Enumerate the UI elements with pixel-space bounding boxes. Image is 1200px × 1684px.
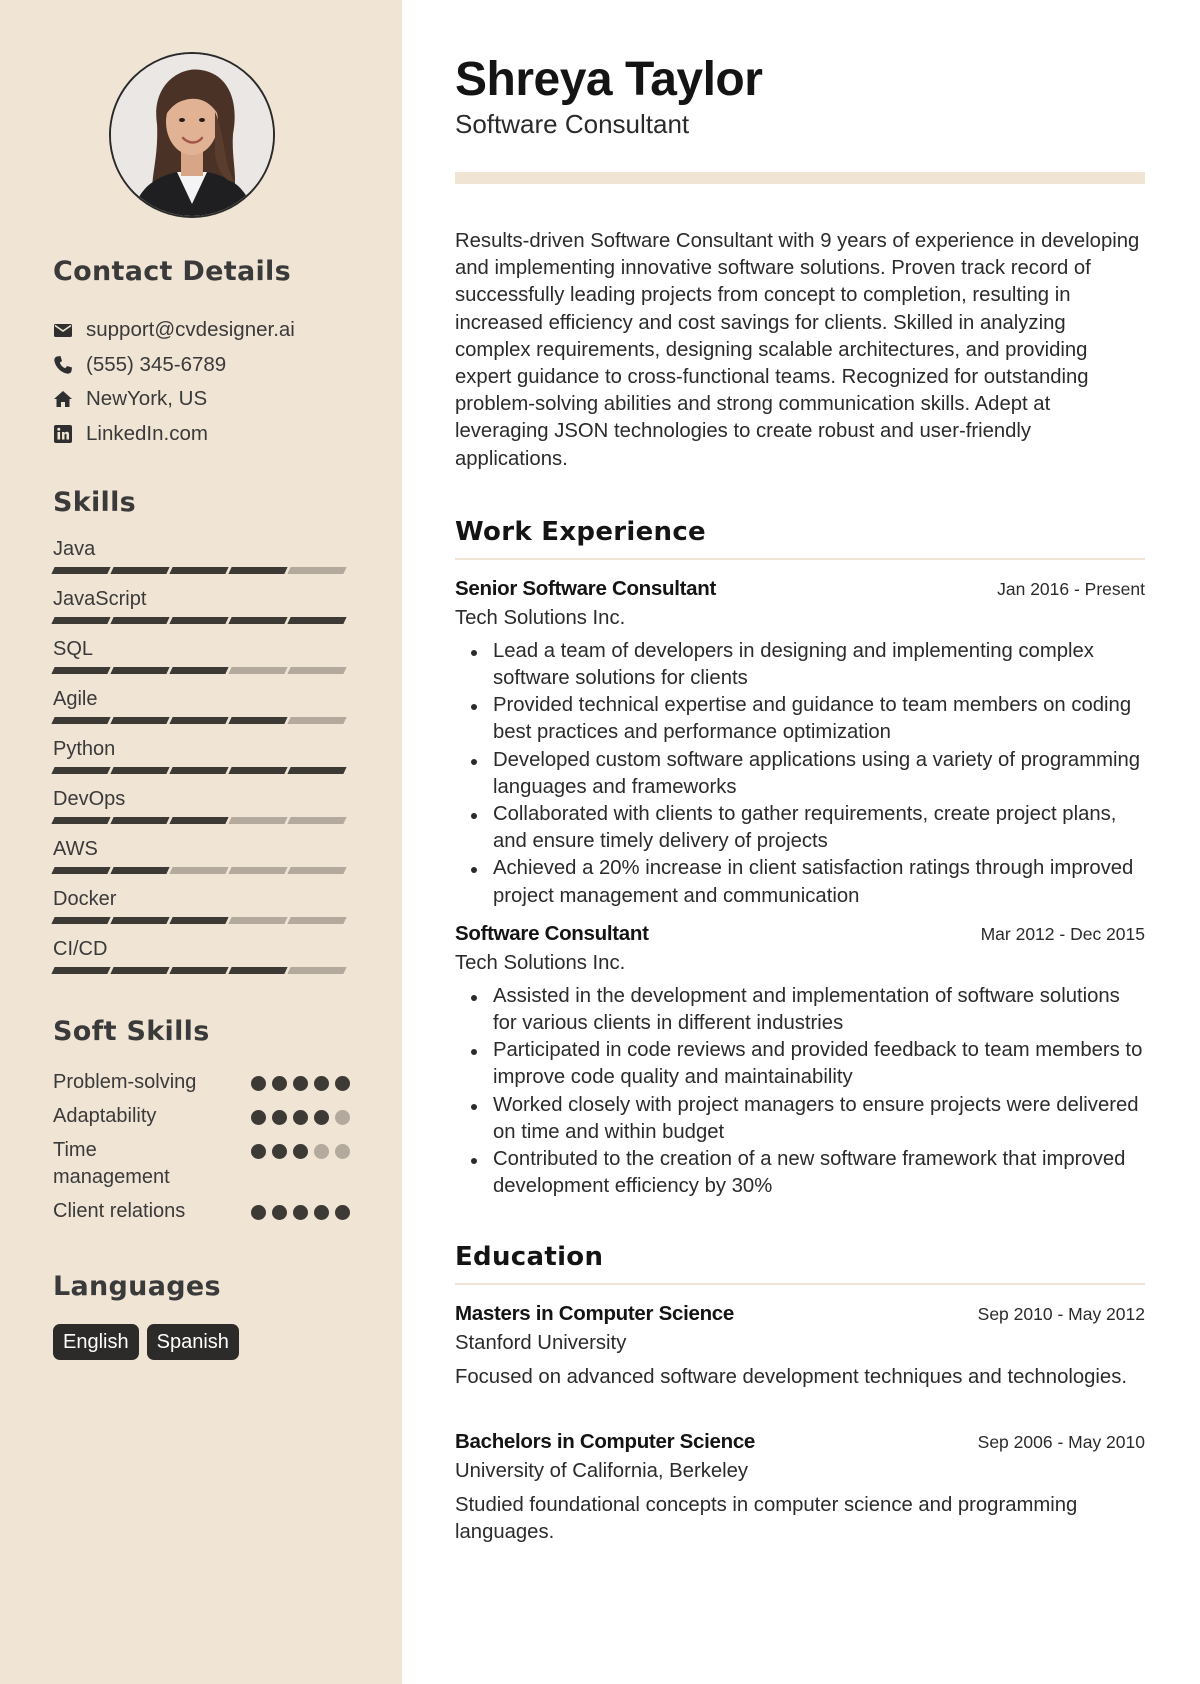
skill-item bbox=[53, 836, 350, 886]
rating-dot-filled bbox=[272, 1076, 287, 1091]
contact-email[interactable] bbox=[53, 313, 350, 348]
phone-icon bbox=[53, 355, 73, 375]
job-bullet: Achieved a 20% increase in client satisfaction ratings through improved project management and communication bbox=[493, 855, 1145, 909]
education-description: Focused on advanced software development techniques and technologies. bbox=[455, 1366, 1127, 1389]
language-badge: English bbox=[53, 1324, 139, 1360]
job-bullets bbox=[455, 983, 1145, 1201]
languages-heading: Languages bbox=[53, 1271, 221, 1302]
soft-skill-rating bbox=[245, 1069, 350, 1091]
soft-skill-rating bbox=[245, 1198, 350, 1220]
contact-linkedin-text: LinkedIn.com bbox=[86, 421, 208, 445]
skills-heading: Skills bbox=[53, 487, 137, 518]
skill-segment-filled bbox=[287, 617, 346, 624]
skill-segment-filled bbox=[287, 767, 346, 774]
contact-location bbox=[53, 382, 350, 417]
skill-segment-filled bbox=[51, 867, 110, 874]
soft-skill-rating bbox=[245, 1137, 350, 1159]
skill-segment-filled bbox=[51, 817, 110, 824]
skill-segment-filled bbox=[51, 967, 110, 974]
skill-segment-filled bbox=[169, 767, 228, 774]
soft-skill-rating bbox=[245, 1103, 350, 1125]
job-bullet: Contributed to the creation of a new software framework that improved development efficiency by 30% bbox=[493, 1146, 1145, 1200]
skill-segment-empty bbox=[228, 867, 287, 874]
soft-skill-name: Time management bbox=[53, 1139, 170, 1188]
skill-segment-empty bbox=[228, 667, 287, 674]
contact-heading: Contact Details bbox=[53, 256, 291, 287]
soft-skill-name: Adaptability bbox=[53, 1105, 157, 1127]
rating-dot-filled bbox=[251, 1076, 266, 1091]
skill-segment-filled bbox=[169, 817, 228, 824]
education-heading: Education bbox=[455, 1242, 604, 1273]
skill-item bbox=[53, 536, 350, 586]
section-divider bbox=[455, 1283, 1145, 1285]
skill-segment-filled bbox=[228, 717, 287, 724]
soft-skill-item bbox=[53, 1069, 350, 1096]
skill-level-bar bbox=[53, 767, 350, 774]
skill-segment-filled bbox=[169, 567, 228, 574]
section-divider bbox=[455, 558, 1145, 560]
skill-segment-empty bbox=[228, 817, 287, 824]
skill-segment-filled bbox=[51, 617, 110, 624]
education-entry bbox=[455, 1430, 1145, 1546]
skill-name: Docker bbox=[53, 888, 117, 910]
skill-segment-empty bbox=[287, 567, 346, 574]
skill-item bbox=[53, 586, 350, 636]
sidebar bbox=[0, 0, 402, 1684]
skill-segment-filled bbox=[110, 717, 169, 724]
soft-skill-name: Client relations bbox=[53, 1200, 186, 1222]
skill-name: JavaScript bbox=[53, 588, 147, 610]
main-content bbox=[455, 0, 1145, 1546]
skill-segment-filled bbox=[51, 717, 110, 724]
skill-name: CI/CD bbox=[53, 938, 108, 960]
skill-item bbox=[53, 736, 350, 786]
contact-phone-text: (555) 345-6789 bbox=[86, 352, 227, 376]
contact-linkedin[interactable] bbox=[53, 417, 350, 452]
rating-dot-filled bbox=[314, 1205, 329, 1220]
skill-level-bar bbox=[53, 567, 350, 574]
soft-skills-list bbox=[53, 1069, 350, 1225]
education-entry bbox=[455, 1302, 1145, 1391]
rating-dot-empty bbox=[314, 1144, 329, 1159]
skill-item bbox=[53, 786, 350, 836]
soft-skills-heading: Soft Skills bbox=[53, 1016, 210, 1047]
rating-dot-filled bbox=[293, 1205, 308, 1220]
skill-name: Java bbox=[53, 538, 96, 560]
skill-segment-filled bbox=[169, 617, 228, 624]
skill-segment-filled bbox=[110, 967, 169, 974]
rating-dot-filled bbox=[314, 1110, 329, 1125]
languages-list bbox=[53, 1324, 350, 1360]
skill-segment-filled bbox=[228, 967, 287, 974]
rating-dot-filled bbox=[272, 1205, 287, 1220]
skill-segment-filled bbox=[228, 617, 287, 624]
skill-name: Python bbox=[53, 738, 116, 760]
skill-segment-empty bbox=[287, 817, 346, 824]
skill-segment-filled bbox=[51, 917, 110, 924]
skill-level-bar bbox=[53, 817, 350, 824]
skill-segment-filled bbox=[110, 617, 169, 624]
work-experience-heading: Work Experience bbox=[455, 516, 706, 547]
skill-segment-filled bbox=[110, 817, 169, 824]
education-description: Studied foundational concepts in computer science and programming languages. bbox=[455, 1493, 1078, 1543]
rating-dot-filled bbox=[314, 1076, 329, 1091]
envelope-icon bbox=[53, 320, 73, 340]
job-title: Software Consultant bbox=[455, 921, 649, 945]
skill-level-bar bbox=[53, 667, 350, 674]
job-bullet: Worked closely with project managers to ensure projects were delivered on time and within budget bbox=[493, 1092, 1145, 1146]
job-company: Tech Solutions Inc. bbox=[455, 606, 626, 629]
skill-segment-filled bbox=[228, 767, 287, 774]
rating-dot-filled bbox=[272, 1144, 287, 1159]
job-title: Senior Software Consultant bbox=[455, 576, 717, 600]
rating-dot-filled bbox=[335, 1076, 350, 1091]
skill-segment-filled bbox=[169, 667, 228, 674]
skill-name: Agile bbox=[53, 688, 98, 710]
skill-name: AWS bbox=[53, 838, 98, 860]
school-name: Stanford University bbox=[455, 1332, 627, 1355]
skill-name: SQL bbox=[53, 638, 94, 660]
soft-skill-item bbox=[53, 1137, 350, 1191]
contact-email-text: support@cvdesigner.ai bbox=[86, 318, 295, 342]
skill-name: DevOps bbox=[53, 788, 126, 810]
skill-segment-filled bbox=[110, 867, 169, 874]
skill-level-bar bbox=[53, 967, 350, 974]
skill-segment-filled bbox=[169, 967, 228, 974]
skill-segment-filled bbox=[110, 567, 169, 574]
contact-list bbox=[53, 313, 350, 451]
job-bullet: Participated in code reviews and provided feedback to team members to improve code quality and maintainability bbox=[493, 1037, 1145, 1091]
degree-title: Masters in Computer Science bbox=[455, 1302, 734, 1326]
skill-level-bar bbox=[53, 617, 350, 624]
skill-segment-filled bbox=[169, 717, 228, 724]
education-dates: Sep 2010 - May 2012 bbox=[977, 1304, 1145, 1325]
skill-segment-empty bbox=[287, 967, 346, 974]
rating-dot-filled bbox=[251, 1205, 266, 1220]
home-icon bbox=[53, 389, 73, 409]
skill-item bbox=[53, 636, 350, 686]
rating-dot-empty bbox=[335, 1110, 350, 1125]
rating-dot-filled bbox=[335, 1205, 350, 1220]
skill-segment-empty bbox=[228, 917, 287, 924]
skill-level-bar bbox=[53, 717, 350, 724]
skill-item bbox=[53, 886, 350, 936]
skill-segment-empty bbox=[169, 867, 228, 874]
rating-dot-filled bbox=[272, 1110, 287, 1125]
job-bullet: Provided technical expertise and guidance to team members on coding best practices and performance optimization bbox=[493, 692, 1145, 746]
candidate-name: Shreya Taylor bbox=[455, 53, 763, 106]
skill-segment-filled bbox=[51, 667, 110, 674]
contact-phone[interactable] bbox=[53, 348, 350, 383]
rating-dot-filled bbox=[293, 1110, 308, 1125]
education-dates: Sep 2006 - May 2010 bbox=[977, 1431, 1145, 1452]
linkedin-icon bbox=[53, 424, 73, 444]
job-bullets bbox=[455, 638, 1145, 910]
candidate-role: Software Consultant bbox=[455, 109, 690, 139]
job-bullet: Assisted in the development and implementation of software solutions for various clients in different industries bbox=[493, 983, 1145, 1037]
skill-level-bar bbox=[53, 867, 350, 874]
skill-segment-empty bbox=[287, 917, 346, 924]
skill-item bbox=[53, 936, 350, 986]
contact-location-text: NewYork, US bbox=[86, 387, 208, 411]
rating-dot-filled bbox=[251, 1110, 266, 1125]
skill-segment-filled bbox=[228, 567, 287, 574]
skill-segment-filled bbox=[169, 917, 228, 924]
rating-dot-filled bbox=[293, 1076, 308, 1091]
degree-title: Bachelors in Computer Science bbox=[455, 1429, 756, 1453]
skill-segment-empty bbox=[287, 667, 346, 674]
skill-segment-filled bbox=[110, 767, 169, 774]
skill-segment-empty bbox=[287, 867, 346, 874]
rating-dot-empty bbox=[335, 1144, 350, 1159]
rating-dot-filled bbox=[251, 1144, 266, 1159]
skill-segment-filled bbox=[110, 917, 169, 924]
skill-level-bar bbox=[53, 917, 350, 924]
skill-segment-filled bbox=[51, 767, 110, 774]
job-dates: Jan 2016 - Present bbox=[997, 578, 1145, 599]
profile-photo bbox=[111, 54, 273, 216]
soft-skill-name: Problem-solving bbox=[53, 1071, 197, 1093]
skill-segment-filled bbox=[51, 567, 110, 574]
job-company: Tech Solutions Inc. bbox=[455, 951, 626, 974]
job-entry bbox=[455, 577, 1145, 910]
language-badge: Spanish bbox=[147, 1324, 239, 1360]
job-bullet: Lead a team of developers in designing and implementing complex software solutions for clients bbox=[493, 638, 1145, 692]
soft-skill-item bbox=[53, 1198, 350, 1225]
job-dates: Mar 2012 - Dec 2015 bbox=[980, 923, 1145, 944]
header-divider bbox=[455, 172, 1145, 184]
skill-segment-empty bbox=[287, 717, 346, 724]
skills-list bbox=[53, 536, 350, 986]
soft-skill-item bbox=[53, 1103, 350, 1130]
school-name: University of California, Berkeley bbox=[455, 1459, 749, 1482]
job-entry bbox=[455, 922, 1145, 1201]
job-bullet: Developed custom software applications using a variety of programming languages and frameworks bbox=[493, 747, 1145, 801]
profile-summary: Results-driven Software Consultant with 9 years of experience in developing and implementing innovative software solutions. Proven track record of successfully leading projects from concept to completion, resulting in increased efficiency and cost savings for clients. Skilled in analyzing complex requirements, designing scalable architectures, and providing expert guidance to cross-functional teams. Recognized for outstanding problem-solving abilities and strong communication skills. Adept at leveraging JSON technologies to create robust and user-friendly applications. bbox=[455, 230, 1140, 470]
rating-dot-filled bbox=[293, 1144, 308, 1159]
skill-segment-filled bbox=[110, 667, 169, 674]
avatar bbox=[109, 52, 275, 218]
job-bullet: Collaborated with clients to gather requirements, create project plans, and ensure timely delivery of projects bbox=[493, 801, 1145, 855]
skill-item bbox=[53, 686, 350, 736]
